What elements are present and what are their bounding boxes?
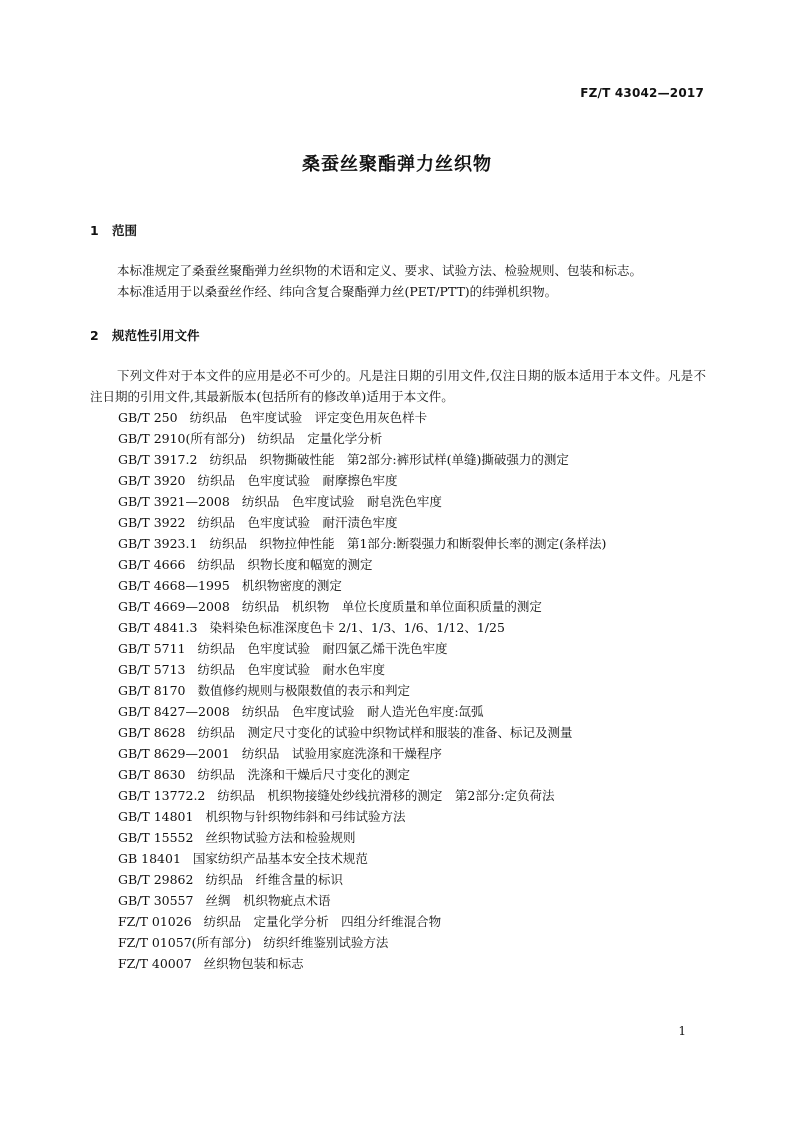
reference-code: GB/T 3921—2008 (118, 494, 230, 509)
reference-item (118, 722, 606, 743)
reference-title: 纺织品 织物长度和幅宽的测定 (197, 557, 373, 572)
reference-code: GB/T 3920 (118, 473, 186, 488)
reference-title: 纺织品 织物拉伸性能 第1部分:断裂强力和断裂伸长率的测定(条样法) (209, 536, 607, 551)
reference-title: 机织物与针织物纬斜和弓纬试验方法 (205, 809, 406, 824)
reference-item (118, 407, 606, 428)
reference-item (118, 512, 606, 533)
reference-code: GB/T 4666 (118, 557, 186, 572)
reference-item (118, 596, 606, 617)
reference-item (118, 533, 606, 554)
reference-item (118, 638, 606, 659)
reference-item (118, 869, 606, 890)
reference-title: 纺织品 色牢度试验 耐汗渍色牢度 (197, 515, 398, 530)
section-heading-scope (90, 221, 137, 239)
reference-title: 纺织品 测定尺寸变化的试验中织物试样和服装的准备、标记及测量 (197, 725, 573, 740)
reference-item (118, 827, 606, 848)
reference-item (118, 701, 606, 722)
reference-code: GB/T 30557 (118, 893, 194, 908)
standard-code: FZ/T 43042—2017 (580, 86, 704, 100)
reference-code: GB 18401 (118, 851, 181, 866)
reference-title: 纺织品 色牢度试验 耐摩擦色牢度 (197, 473, 398, 488)
reference-item (118, 785, 606, 806)
reference-item (118, 449, 606, 470)
reference-item (118, 491, 606, 512)
page-number: 1 (678, 1024, 686, 1038)
reference-title: 机织物密度的测定 (241, 578, 342, 593)
reference-title: 纺织品 机织物接缝处纱线抗滑移的测定 第2部分:定负荷法 (217, 788, 555, 803)
reference-title: 国家纺织产品基本安全技术规范 (192, 851, 368, 866)
reference-code: GB/T 4841.3 (118, 620, 198, 635)
reference-item (118, 659, 606, 680)
reference-item (118, 890, 606, 911)
reference-code: GB/T 8427—2008 (118, 704, 230, 719)
reference-item (118, 932, 606, 953)
reference-item (118, 911, 606, 932)
reference-code: GB/T 5713 (118, 662, 186, 677)
reference-title: 数值修约规则与极限数值的表示和判定 (197, 683, 411, 698)
reference-code: GB/T 8628 (118, 725, 186, 740)
reference-title: 纺织品 洗涤和干燥后尺寸变化的测定 (197, 767, 411, 782)
reference-code: GB/T 3923.1 (118, 536, 198, 551)
reference-title: 丝织物包装和标志 (203, 956, 304, 971)
reference-title: 纺织纤维鉴别试验方法 (263, 935, 389, 950)
reference-title: 纺织品 纤维含量的标识 (205, 872, 343, 887)
reference-item (118, 764, 606, 785)
document-title: 桑蚕丝聚酯弹力丝织物 (302, 154, 492, 175)
reference-title: 纺织品 色牢度试验 耐皂洗色牢度 (241, 494, 442, 509)
reference-item (118, 617, 606, 638)
reference-title: 纺织品 定量化学分析 (257, 431, 383, 446)
reference-title: 丝织物试验方法和检验规则 (205, 830, 356, 845)
reference-title: 染料染色标准深度色卡 2/1、1/3、1/6、1/12、1/25 (209, 620, 505, 635)
section-number: 2 (90, 328, 99, 343)
reference-code: GB/T 2910(所有部分) (118, 431, 246, 446)
reference-item (118, 554, 606, 575)
reference-title: 纺织品 定量化学分析 四组分纤维混合物 (203, 914, 442, 929)
reference-code: FZ/T 01026 (118, 914, 192, 929)
reference-code: GB/T 29862 (118, 872, 194, 887)
reference-code: GB/T 250 (118, 410, 178, 425)
reference-title: 纺织品 色牢度试验 耐人造光色牢度:氙弧 (241, 704, 484, 719)
reference-item (118, 470, 606, 491)
reference-code: GB/T 8629—2001 (118, 746, 230, 761)
section-number: 1 (90, 223, 99, 238)
references-intro-paragraph: 下列文件对于本文件的应用是必不可少的。凡是注日期的引用文件,仅注日期的版本适用于本文件。凡是不注日期的引用文件,其最新版本(包括所有的修改单)适用于本文件。 (90, 368, 706, 404)
reference-code: GB/T 8170 (118, 683, 186, 698)
reference-title: 纺织品 试验用家庭洗涤和干燥程序 (241, 746, 442, 761)
reference-code: GB/T 4669—2008 (118, 599, 230, 614)
reference-item (118, 743, 606, 764)
reference-item (118, 848, 606, 869)
reference-item (118, 806, 606, 827)
reference-code: FZ/T 40007 (118, 956, 192, 971)
reference-title: 纺织品 织物撕破性能 第2部分:裤形试样(单缝)撕破强力的测定 (209, 452, 569, 467)
reference-code: GB/T 15552 (118, 830, 194, 845)
reference-code: GB/T 14801 (118, 809, 194, 824)
reference-title: 纺织品 色牢度试验 评定变色用灰色样卡 (189, 410, 428, 425)
section-title: 范围 (112, 223, 138, 238)
section-title: 规范性引用文件 (112, 328, 200, 343)
reference-code: GB/T 8630 (118, 767, 186, 782)
reference-title: 纺织品 色牢度试验 耐四氯乙烯干洗色牢度 (197, 641, 448, 656)
reference-title: 丝绸 机织物疵点术语 (205, 893, 331, 908)
reference-code: FZ/T 01057(所有部分) (118, 935, 252, 950)
scope-paragraph: 本标准规定了桑蚕丝聚酯弹力丝织物的术语和定义、要求、试验方法、检验规则、包装和标志。 (117, 263, 643, 278)
reference-code: GB/T 3917.2 (118, 452, 198, 467)
reference-code: GB/T 5711 (118, 641, 186, 656)
reference-title: 纺织品 色牢度试验 耐水色牢度 (197, 662, 386, 677)
reference-code: GB/T 13772.2 (118, 788, 206, 803)
reference-item (118, 953, 606, 974)
reference-list (118, 407, 606, 974)
reference-code: GB/T 4668—1995 (118, 578, 230, 593)
reference-title: 纺织品 机织物 单位长度质量和单位面积质量的测定 (241, 599, 542, 614)
reference-item (118, 428, 606, 449)
scope-paragraph: 本标准适用于以桑蚕丝作经、纬向含复合聚酯弹力丝(PET/PTT)的纬弹机织物。 (117, 284, 558, 299)
reference-item (118, 680, 606, 701)
reference-code: GB/T 3922 (118, 515, 186, 530)
reference-item (118, 575, 606, 596)
section-heading-normative-references (90, 326, 200, 344)
